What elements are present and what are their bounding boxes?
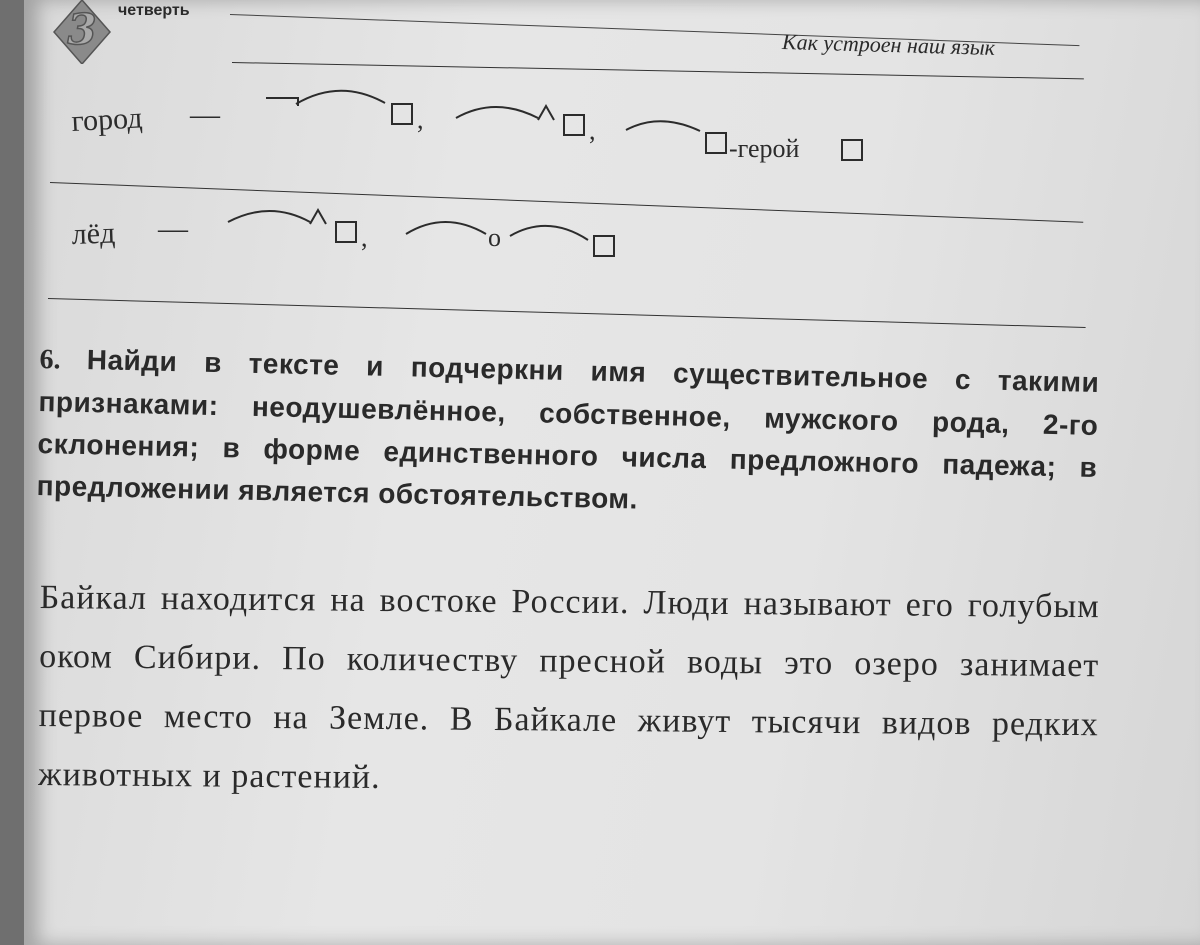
word-schemes (0, 0, 1200, 330)
suffix-mark-icon (538, 106, 554, 120)
task-instruction: Найди в тексте и подчеркни имя существительное с такими признаками: неодушевлённое, собственное, мужского рода, 2-го склонения; в форме единственного числа предложного падежа; в предложении является обстоятельством. (36, 344, 1100, 515)
ending-box-icon (594, 236, 614, 256)
root-arc-icon (406, 222, 486, 234)
task-6 (36, 338, 1100, 531)
scheme-separator: , (417, 105, 424, 134)
section-title: Как устроен наш язык (781, 29, 996, 60)
ending-box-icon (336, 222, 356, 242)
prefix-mark-icon (266, 98, 298, 106)
scheme-separator: , (361, 223, 368, 252)
scheme-word: лёд (71, 216, 116, 251)
quarter-number: 3 (67, 5, 97, 54)
ending-box-icon (392, 104, 412, 124)
task-number: 6. (39, 343, 61, 376)
scheme-dash: — (158, 212, 188, 245)
reading-passage[interactable]: Байкал находится на востоке России. Люди называют его голубым оком Сибири. По количеству пресной воды это озеро занимает первое место на Земле. В Байкале живут тысячи видов редких животных и растений. (38, 578, 1100, 796)
scheme-word: город (70, 101, 144, 138)
scheme-dash: — (190, 98, 220, 131)
root-arc-icon (296, 91, 385, 104)
ending-box-icon (842, 140, 862, 160)
scheme-separator: , (589, 116, 596, 145)
ending-box-icon (706, 133, 726, 153)
scheme-row-gorod (71, 91, 862, 163)
root-arc-icon (228, 211, 310, 222)
scheme-interfix: о (488, 223, 501, 252)
root-arc-icon (510, 226, 588, 240)
quarter-label: четверть (118, 2, 190, 19)
root-arc-icon (456, 107, 538, 118)
root-arc-icon (626, 121, 700, 131)
scheme-suffix-text: -герой (729, 134, 800, 163)
ending-box-icon (564, 115, 584, 135)
suffix-mark-icon (310, 210, 326, 224)
scheme-row-led (71, 210, 614, 256)
